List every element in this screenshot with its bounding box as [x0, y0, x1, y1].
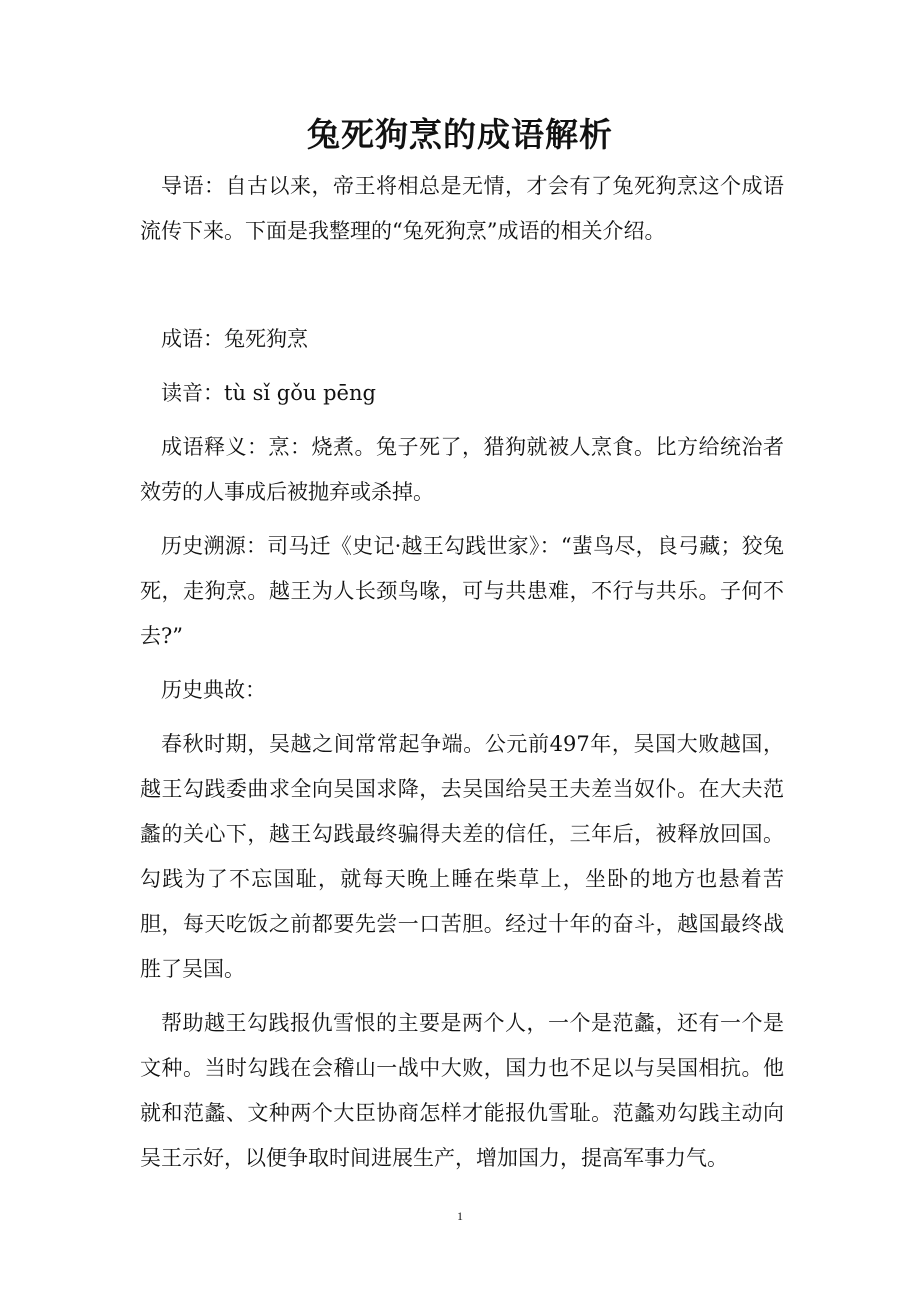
page-number: 1 [457, 1209, 463, 1223]
paragraph-idiom: 成语：兔死狗烹 [161, 327, 308, 351]
paragraph-meaning: 成语释义：烹：烧煮。兔子死了，猎狗就被人烹食。比方给统治者效劳的人事成后被抛弃或杀掉。 [140, 435, 784, 504]
paragraph-intro: 导语：自古以来，帝王将相总是无情，才会有了兔死狗烹这个成语流传下来。下面是我整理的“兔死狗烹”成语的相关介绍。 [140, 174, 784, 243]
paragraph-story-1: 春秋时期，吴越之间常常起争端。公元前497年，吴国大败越国，越王勾践委曲求全向吴国求降，去吴国给吴王夫差当奴仆。在大夫范蠡的关心下，越王勾践最终骗得夫差的信任，三年后，被释放回国。勾践为了不忘国耻，就每天晚上睡在柴草上，坐卧的地方也悬着苦胆，每天吃饭之前都要先尝一口苦胆。经过十年的奋斗，越国最终战胜了吴国。 [140, 732, 784, 981]
paragraph-pronunciation: 读音：tù sǐ gǒu pēng [161, 381, 376, 405]
paragraph-origin: 历史溯源：司马迁《史记·越王勾践世家》：“蜚鸟尽，良弓藏；狡兔死，走狗烹。越王为人长颈鸟喙，可与共患难，不行与共乐。子何不去?” [140, 534, 784, 648]
paragraph-story-heading: 历史典故： [161, 678, 266, 702]
paragraph-spacer [140, 263, 784, 308]
document-body [140, 164, 784, 1190]
document-title: 兔死狗烹的成语解析 [307, 115, 613, 154]
paragraph-story-2: 帮助越王勾践报仇雪恨的主要是两个人，一个是范蠡，还有一个是文种。当时勾践在会稽山一战中大败，国力也不足以与吴国相抗。他就和范蠡、文种两个大臣协商怎样才能报仇雪耻。范蠡劝勾践主动向吴王示好，以便争取时间进展生产，增加国力，提高军事力气。 [140, 1011, 784, 1170]
